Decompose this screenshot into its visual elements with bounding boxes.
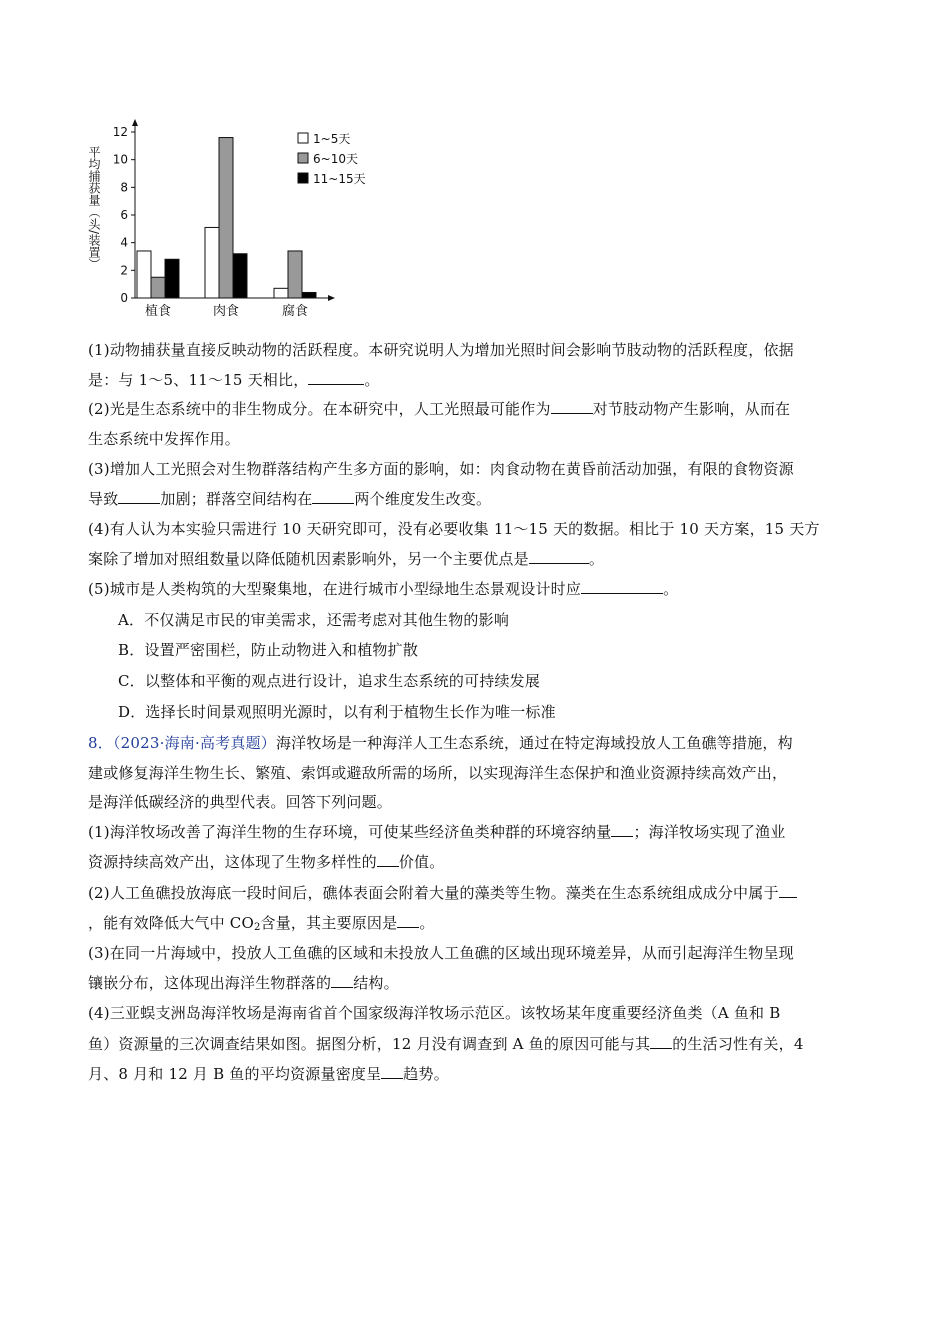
q8-4-text-after: 的生活习性有关，4 [672,1035,804,1053]
q8-1-end: 价值。 [398,853,445,871]
q8-3-text: 镶嵌分布，这体现出海洋生物群落的 [88,974,332,992]
q1-text: 是：与 1～5、11～15 天相比， [88,371,309,389]
q2-answer-blank[interactable] [551,399,593,414]
y-tick-label: 6 [120,208,128,222]
q5-line [88,579,678,599]
q3-line-2 [88,489,491,509]
q8-source: （2023·海南·高考真题） [112,734,276,752]
q8-2-end: 。 [419,914,435,932]
q8-3-end: 结构。 [353,974,399,992]
bar [274,288,288,298]
co2-subscript: 2 [253,922,261,933]
q8-4-line-1: (4)三亚蜈支洲岛海洋牧场是海南省首个国家级海洋牧场示范区。该牧场某年度重要经济鱼类（A 鱼和 B [88,1004,781,1022]
q4-answer-blank[interactable] [529,549,589,564]
q2-text: (2)光是生态系统中的非生物成分。在本研究中，人工光照最可能作为 [88,400,551,418]
legend-label: 1~5天 [313,132,351,146]
q4-end: 。 [588,550,605,568]
y-axis-arrow [132,119,138,126]
q3-text-2: 加剧；群落空间结构在 [160,490,313,508]
q8-4-line-3 [88,1064,449,1084]
q8-1-line-1 [88,822,785,842]
q8-text: 海洋牧场是一种海洋人工生态系统，通过在特定海域投放人工鱼礁等措施，构 [275,734,793,752]
legend-swatch [298,133,308,143]
q8-1-text: (1)海洋牧场改善了海洋生物的生存环境，可使某些经济鱼类种群的环境容纳量 [88,823,612,841]
q8-1-text-2: 资源持续高效产出，这体现了生物多样性的 [88,853,377,871]
q8-2-text-3: 含量，其主要原因是 [260,914,398,932]
y-tick-label: 4 [120,235,128,250]
q4-line-1: (4)有人认为本实验只需进行 10 天研究即可，没有必要收集 11～15 天的数据。相比于 10 天方案，15 天方 [88,520,820,538]
q8-3-answer-blank[interactable] [331,973,353,988]
bar [165,259,179,298]
bar [288,251,302,298]
q8-4-end: 趋势。 [403,1065,449,1083]
q8-1-line-2 [88,852,444,872]
q4-line-2 [88,549,604,569]
legend-label: 11~15天 [313,172,366,186]
q1-end: 。 [364,371,380,389]
legend-swatch [298,173,308,183]
q8-3-line-2 [88,973,399,993]
q8-4-answer-blank-2[interactable] [381,1064,403,1079]
y-tick-label: 10 [112,152,128,167]
bar [233,254,247,298]
bar [151,277,165,298]
q8-line-2: 建或修复海洋生物生长、繁殖、索饵或避敌所需的场所，以实现海洋生态保护和渔业资源持续高效产出， [88,764,788,782]
q8-2-answer-blank-2[interactable] [397,913,419,928]
legend-swatch [298,153,308,163]
q8-2-line-2 [88,913,435,933]
option-b[interactable]: B．设置严密围栏，防止动物进入和植物扩散 [118,641,419,659]
legend-label: 6~10天 [313,152,358,166]
q3-text-3: 两个维度发生改变。 [354,490,492,508]
y-tick-label: 0 [120,291,128,305]
q3-answer-blank-2[interactable] [312,489,354,504]
q2-line-2: 生态系统中发挥作用。 [88,430,241,448]
q8-number: 8． [88,734,113,752]
q8-1-text-after: ；海洋牧场实现了渔业 [633,823,786,841]
option-a[interactable]: A．不仅满足市民的审美需求，还需考虑对其他生物的影响 [118,611,510,629]
q8-3-line-1: (3)在同一片海域中，投放人工鱼礁的区域和未投放人工鱼礁的区域出现环境差异，从而引起海洋生物呈现 [88,944,794,962]
option-d[interactable]: D．选择长时间景观照明光源时，以有利于植物生长作为唯一标准 [118,703,556,721]
bar [302,292,316,298]
q3-text-1: 导致 [88,490,119,508]
category-label: 肉食 [212,304,240,319]
q8-1-answer-blank-2[interactable] [377,852,399,867]
y-tick-label: 2 [120,263,128,278]
q4-text: 案除了增加对照组数量以降低随机因素影响外，另一个主要优点是 [88,550,529,568]
q1-answer-blank[interactable] [308,370,364,385]
q2-line-1 [88,399,790,419]
q8-1-answer-blank-1[interactable] [611,822,633,837]
q1-line-2 [88,370,380,390]
y-axis-label: 平均捕获量（头/装置） [87,146,101,271]
q8-line-3: 是海洋低碳经济的典型代表。回答下列问题。 [88,793,393,811]
q2-text-after: 对节肢动物产生影响，从而在 [592,400,791,418]
q8-4-line-2 [88,1034,804,1054]
q8-4-text: 鱼）资源量的三次调查结果如图。据图分析，12 月没有调查到 A 鱼的原因可能与其 [88,1035,651,1053]
q8-line-1 [88,733,793,753]
category-label: 腐食 [281,304,309,319]
x-axis-arrow [328,295,335,301]
q8-2-text: (2)人工鱼礁投放海底一段时间后，礁体表面会附着大量的藻类等生物。藻类在生态系统组成成分中属于 [88,884,779,902]
capture-bar-chart [80,118,380,323]
bar [219,138,233,298]
q8-4-answer-blank-1[interactable] [650,1034,672,1049]
q8-4-text-3: 月、8 月和 12 月 B 鱼的平均资源量密度呈 [88,1065,382,1083]
plot-area [113,119,366,319]
q5-end: 。 [663,580,679,598]
q8-2-answer-blank-1[interactable] [779,883,797,898]
bar [137,251,151,298]
q5-text: (5)城市是人类构筑的大型聚集地，在进行城市小型绿地生态景观设计时应 [88,580,582,598]
y-tick-label: 12 [112,125,128,139]
q1-line-1: (1)动物捕获量直接反映动物的活跃程度。本研究说明人为增加光照时间会影响节肢动物的活跃程度，依据 [88,341,794,359]
category-label: 植食 [144,304,172,319]
q8-2-text-2: ，能有效降低大气中 CO [88,914,254,932]
bar [205,227,219,298]
y-tick-label: 8 [120,180,128,195]
q8-2-line-1 [88,883,797,903]
q3-answer-blank-1[interactable] [118,489,160,504]
option-c[interactable]: C．以整体和平衡的观点进行设计，追求生态系统的可持续发展 [118,672,541,690]
q5-answer-blank[interactable] [581,579,663,594]
q3-line-1: (3)增加人工光照会对生物群落结构产生多方面的影响，如：肉食动物在黄昏前活动加强，有限的食物资源 [88,460,794,478]
